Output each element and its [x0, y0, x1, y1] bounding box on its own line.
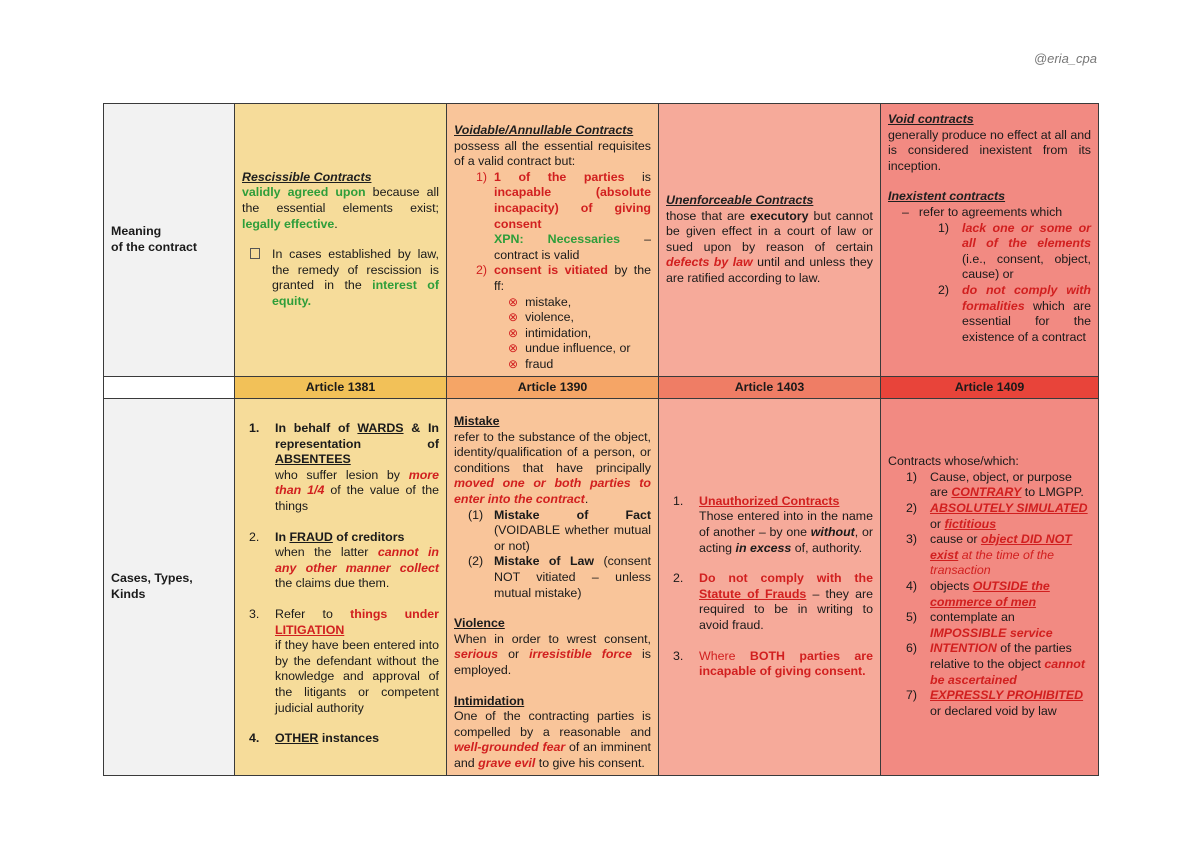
unenforceable-title: Unenforceable Contracts: [666, 192, 814, 207]
vitiation-cause: ⊗ undue influence, or: [508, 341, 631, 356]
voidable-meaning-cell: [447, 104, 659, 377]
mistake-heading: Mistake: [454, 414, 500, 429]
void-definition: generally produce no effect at all and is considered inexistent from its inception.: [888, 127, 1091, 173]
unenforceable-case-3: 3. Where BOTH parties are incapable of giving consent.: [673, 648, 874, 679]
void-case-4: 4) objects OUTSIDE the commerce of men: [906, 579, 1050, 609]
unenforceable-definition: those that are executory but cannot be given effect in a court of law or sued upon by reason of certain defects by law until and unless they are ratified according to law.: [666, 208, 873, 285]
rescissible-definition: validly agreed upon because all the essential elements exist; legally effective.: [242, 185, 439, 231]
contracts-comparison-table: [103, 103, 1099, 776]
violence-heading: Violence: [454, 616, 505, 631]
voidable-item-2: 2) consent is vitiated by the ff:: [476, 263, 651, 293]
circle-x-icon: ⊗: [508, 294, 519, 309]
articles-row: [104, 376, 1099, 399]
unenforceable-case-2: 2. Do not comply with the Statute of Frauds – they are required to be in writing to avoid fraud.: [673, 571, 873, 633]
void-case-7: 7) EXPRESSLY PROHIBITED or declared void by law: [906, 688, 1084, 718]
circle-x-icon: ⊗: [508, 356, 519, 371]
circle-x-icon: ⊗: [508, 310, 519, 325]
vitiation-causes-list: [454, 295, 651, 373]
circle-x-icon: ⊗: [508, 325, 519, 340]
vitiation-cause: ⊗ violence,: [508, 310, 574, 325]
void-case-5: 5) contemplate an IMPOSSIBLE service: [906, 610, 1053, 640]
article-1409: Article 1409: [881, 376, 1099, 399]
unenforceable-case-1: 1. Unauthorized Contracts Those entered into in the name of another – by one without, or acting in excess of, authority.: [673, 493, 873, 555]
mistake-text: refer to the substance of the object, identity/qualification of a person, or conditions that have principally moved one or both parties to enter into the contract.: [454, 429, 651, 507]
rescissible-case-4: 4. OTHER instances: [249, 731, 379, 746]
void-case-1: 1) Cause, object, or purpose are CONTRARY to LMGPP.: [906, 469, 1084, 500]
void-cases-cell: [881, 399, 1099, 775]
checkbox-bullet-icon: [250, 248, 260, 259]
article-1403: Article 1403: [659, 376, 881, 399]
cases-row: [104, 399, 1099, 775]
void-title: Void contracts: [888, 112, 974, 126]
meaning-label: Meaning of the contract: [104, 104, 235, 377]
mistake-of-law: (2) Mistake of Law (consent NOT vitiated – unless mutual mistake): [468, 554, 651, 600]
rescissible-case-1: 1. In behalf of WARDS & In representation of ABSENTEES who suffer lesion by more than 1/4 of the value of the things: [249, 421, 439, 514]
voidable-cases-cell: [447, 399, 659, 775]
vitiation-cause: ⊗ fraud: [508, 356, 554, 371]
vitiation-cause: ⊗ intimidation,: [508, 325, 592, 340]
void-case-6: 6) INTENTION of the parties relative to the object cannot be ascertained: [906, 641, 1085, 687]
author-handle: @eria_cpa: [1033, 51, 1097, 66]
vitiation-cause: ⊗ mistake,: [508, 294, 572, 309]
article-1390: Article 1390: [447, 376, 659, 399]
rescissible-title: Rescissible Contracts: [242, 169, 372, 184]
rescissible-case-2: 2. In FRAUD of creditors when the latter cannot in any other manner collect the claims due them.: [249, 529, 439, 591]
void-case-2: 2) ABSOLUTELY SIMULATED or fictitious: [906, 501, 1088, 531]
rescissible-note: In cases established by law, the remedy of rescission is granted in the interest of equity.: [242, 247, 439, 309]
void-cases-intro: Contracts whose/which:: [888, 454, 1019, 469]
void-meaning-cell: [881, 104, 1099, 377]
voidable-definition: possess all the essential requisites of a valid contract but:: [454, 138, 651, 169]
inexistent-dash-item: – refer to agreements which: [902, 204, 1063, 219]
rescissible-case-3: 3. Refer to things under LITIGATION if they have been entered into by the defendant without the knowledge and approval of the litigants or competent judicial authority: [249, 607, 439, 715]
article-1381: Article 1381: [235, 376, 447, 399]
unenforceable-meaning-cell: [659, 104, 881, 377]
intimidation-text: One of the contracting parties is compelled by a reasonable and well-grounded fear of an imminent and grave evil to give his consent.: [454, 709, 651, 770]
intimidation-heading: Intimidation: [454, 693, 525, 708]
void-case-3: 3) cause or object DID NOT exist at the time of the transaction: [906, 532, 1072, 578]
unenforceable-cases-cell: [659, 399, 881, 775]
inexistent-item-2: 2) do not comply with formalities which are essential for the existence of a contract: [938, 282, 1091, 344]
violence-text: When in order to wrest consent, serious or irresistible force is employed.: [454, 631, 651, 677]
rescissible-cases-cell: [235, 399, 447, 775]
inexistent-item-1: 1) lack one or some or all of the elements (i.e., consent, object, cause) or: [938, 220, 1091, 282]
inexistent-title: Inexistent contracts: [888, 189, 1006, 204]
cases-label: Cases, Types, Kinds: [104, 399, 235, 775]
meaning-row: [104, 104, 1099, 377]
rescissible-meaning-cell: [235, 104, 447, 377]
articles-blank-cell: [104, 376, 235, 399]
voidable-item-1: 1) 1 of the parties is incapable (absolute incapacity) of giving consent XPN: Necessaries – contract is valid: [476, 169, 651, 262]
voidable-title: Voidable/Annullable Contracts: [454, 123, 634, 137]
circle-x-icon: ⊗: [508, 341, 519, 356]
mistake-of-fact: (1) Mistake of Fact (VOIDABLE whether mutual or not): [468, 507, 651, 553]
